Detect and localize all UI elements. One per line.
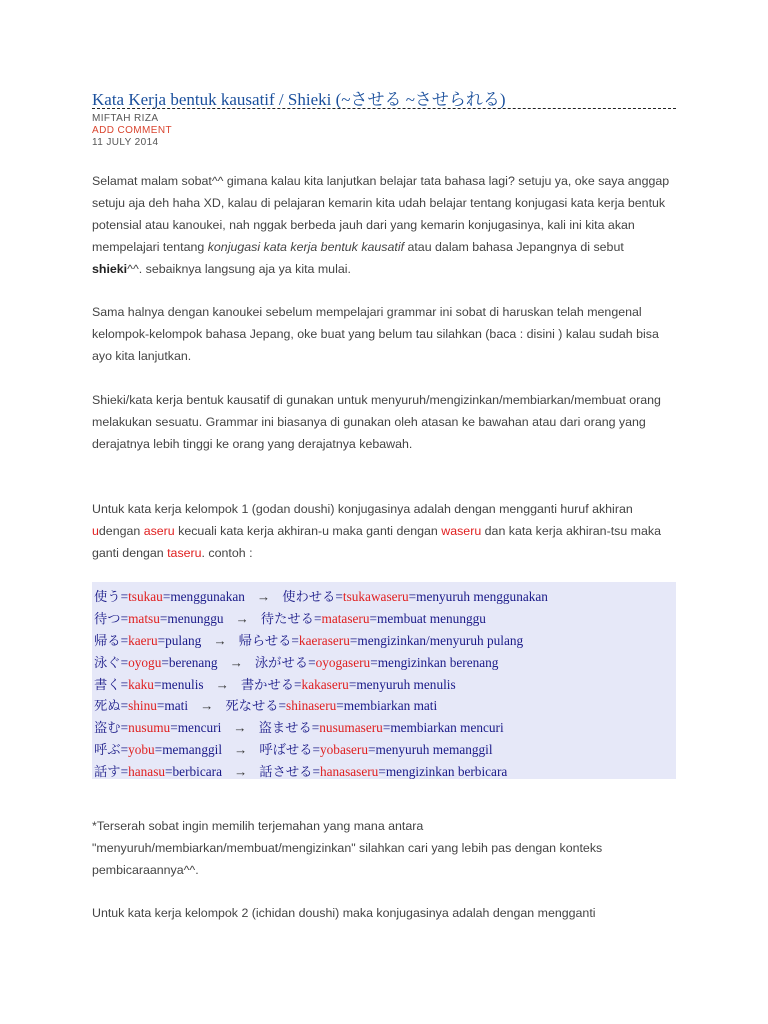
conjugation-meaning: pulang	[165, 632, 202, 648]
conjugation-meaning: menggunakan	[170, 589, 245, 604]
conjugation-kanji: 泳ぐ	[94, 654, 121, 670]
conjugation-row	[94, 717, 548, 739]
group1-paragraph	[92, 498, 676, 564]
conjugation-kanji: 帰る	[94, 632, 121, 648]
conjugation-romaji: kaku	[128, 676, 154, 692]
suffix-taseru: taseru	[167, 546, 202, 560]
conjugation-kanji2: 話させる	[259, 764, 313, 780]
conjugation-meaning2: membiarkan mati	[343, 698, 438, 714]
equals-symbol: =	[408, 589, 417, 604]
conjugation-kanji: 呼ぶ	[94, 742, 121, 758]
conjugation-romaji2: yobaseru	[320, 742, 368, 758]
conjugation-row	[94, 608, 548, 630]
conjugation-meaning: mencuri	[177, 720, 222, 736]
conjugation-row	[94, 630, 548, 652]
equals-symbol: =	[120, 632, 129, 648]
conjugation-meaning: memanggil	[162, 742, 223, 758]
equals-symbol: =	[312, 742, 320, 758]
equals-symbol: =	[159, 610, 168, 626]
equals-symbol: =	[170, 720, 178, 736]
conjugation-kanji2: 泳がせる	[254, 654, 309, 670]
equals-symbol: =	[370, 654, 378, 670]
equals-symbol: =	[278, 698, 287, 714]
equals-symbol: =	[369, 610, 377, 626]
conjugation-kanji: 待つ	[94, 610, 121, 626]
conjugation-row	[94, 586, 548, 608]
intro-bold-term: shieki	[92, 262, 128, 276]
intro-italic: konjugasi kata kerja bentuk kausatif	[207, 240, 405, 254]
equals-symbol: =	[120, 654, 129, 670]
equals-symbol: =	[120, 589, 129, 604]
article-title[interactable]: Kata Kerja bentuk kausatif / Shieki (~させる ~させられる)	[92, 90, 506, 109]
arrow-symbol: →	[233, 720, 247, 736]
equals-symbol: =	[165, 764, 173, 780]
definition-paragraph: Shieki/kata kerja bentuk kausatif di gunakan untuk menyuruh/mengizinkan/membiarkan/membuat orang melakukan sesuatu. Grammar ini biasanya di gunakan oleh atasan ke bawahan atau dari orang yang derajatnya lebih tinggi ke orang yang derajatnya kebawah.	[92, 393, 661, 451]
conjugation-romaji: oyogu	[128, 654, 162, 670]
title-divider	[92, 108, 676, 109]
equals-symbol: =	[161, 654, 169, 670]
intro-text-c: ^^. sebaiknya langsung aja ya kita mulai.	[127, 262, 351, 276]
arrow-symbol: →	[234, 764, 248, 780]
conjugation-kanji2: 待たせる	[260, 610, 314, 626]
conjugation-romaji2: hanasaseru	[319, 764, 379, 780]
equals-symbol: =	[154, 742, 163, 758]
conjugation-romaji: yobu	[128, 742, 155, 758]
conjugation-meaning2: mengizinkan/menyuruh pulang	[357, 632, 524, 648]
conjugation-romaji2: kaeraseru	[298, 632, 350, 648]
equals-symbol: =	[120, 698, 129, 714]
equals-symbol: =	[312, 764, 320, 780]
conjugation-romaji: kaeru	[128, 632, 158, 648]
group1-text-e: . contoh :	[201, 546, 253, 560]
conjugation-romaji2: shinaseru	[286, 698, 337, 714]
equals-symbol: =	[120, 764, 129, 780]
equals-symbol: =	[311, 720, 320, 736]
conjugation-kanji2: 死なせる	[225, 698, 279, 714]
equals-symbol: =	[313, 610, 322, 626]
conjugation-kanji2: 盗ませる	[258, 720, 312, 736]
equals-symbol: =	[382, 720, 391, 736]
arrow-symbol: →	[256, 589, 271, 604]
conjugation-meaning2: menyuruh menulis	[356, 676, 456, 692]
equals-symbol: =	[153, 676, 162, 692]
intro-paragraph	[92, 170, 676, 280]
conjugation-kanji2: 帰らせる	[238, 632, 292, 648]
conjugation-meaning: menulis	[161, 676, 204, 692]
equals-symbol: =	[162, 589, 171, 604]
conjugation-kanji: 使う	[94, 589, 121, 604]
conjugation-list	[94, 586, 548, 783]
article-author[interactable]: MIFTAH RIZA	[92, 113, 159, 124]
arrow-symbol: →	[235, 610, 249, 626]
equals-symbol: =	[308, 654, 316, 670]
equals-symbol: =	[120, 676, 129, 692]
group1-text-b: dengan	[98, 524, 144, 538]
conjugation-meaning2: menyuruh memanggil	[375, 742, 493, 758]
conjugation-romaji: tsukau	[128, 589, 163, 604]
suffix-waseru: waseru	[441, 524, 482, 538]
conjugation-romaji2: mataseru	[321, 610, 370, 626]
group1-text-a: Untuk kata kerja kelompok 1 (godan doushi) konjugasinya adalah dengan mengganti huruf akhiran	[92, 502, 633, 516]
equals-symbol: =	[348, 676, 357, 692]
conjugation-romaji: nusumu	[128, 720, 171, 736]
equals-symbol: =	[335, 589, 343, 604]
equals-symbol: =	[368, 742, 376, 758]
suffix-aseru: aseru	[143, 524, 175, 538]
arrow-symbol: →	[215, 676, 229, 692]
equals-symbol: =	[294, 676, 302, 692]
conjugation-romaji2: tsukawaseru	[342, 589, 409, 604]
prerequisite-paragraph: Sama halnya dengan kanoukei sebelum mempelajari grammar ini sobat di haruskan telah mengenal kelompok-kelompok bahasa Jepang, oke buat yang belum tau silahkan (baca : disini ) kalau sudah bisa ayo kita lanjutkan.	[92, 305, 659, 363]
conjugation-romaji2: kakaseru	[301, 676, 349, 692]
add-comment-link[interactable]: ADD COMMENT	[92, 125, 172, 136]
conjugation-kanji2: 使わせる	[282, 589, 336, 604]
conjugation-meaning2: membiarkan mencuri	[390, 720, 504, 736]
equals-symbol: =	[336, 698, 344, 714]
intro-text-b: atau dalam bahasa Jepangnya di sebut	[404, 240, 624, 254]
translation-note-paragraph: *Terserah sobat ingin memilih terjemahan yang mana antara "menyuruh/membiarkan/membuat/mengizinkan" silahkan cari yang lebih pas dengan konteks pembicaraannya^^.	[92, 819, 603, 877]
equals-symbol: =	[378, 764, 386, 780]
conjugation-romaji2: oyogaseru	[315, 654, 371, 670]
arrow-symbol: →	[229, 654, 243, 670]
conjugation-kanji2: 呼ばせる	[259, 742, 313, 758]
conjugation-kanji: 盗む	[94, 720, 121, 736]
equals-symbol: =	[156, 698, 165, 714]
intro-text-a: Selamat malam sobat^^ gimana kalau kita lanjutkan belajar tata bahasa lagi? setuju ya, oke saya anggap setuju aja deh haha XD, kalau di pelajaran kemarin kita udah belajar tentang konjugasi kata kerja bentuk potensial atau kanoukei, nah nggak berbeda jauh dari yang kemarin konjugasinya, kali ini kita akan mempelajari tentang	[92, 174, 670, 254]
conjugation-romaji: hanasu	[128, 764, 166, 780]
conjugation-meaning: berenang	[168, 654, 218, 670]
equals-symbol: =	[157, 632, 166, 648]
conjugation-kanji: 書く	[94, 676, 121, 692]
conjugation-meaning: berbicara	[172, 764, 222, 780]
conjugation-row	[94, 739, 548, 761]
arrow-symbol: →	[234, 742, 248, 758]
conjugation-romaji: matsu	[128, 610, 160, 626]
equals-symbol: =	[349, 632, 358, 648]
conjugation-meaning2: mengizinkan berbicara	[385, 764, 508, 780]
equals-symbol: =	[120, 720, 129, 736]
group1-text-c: kecuali kata kerja akhiran-u maka ganti dengan	[174, 524, 442, 538]
conjugation-row	[94, 674, 548, 696]
group1-text-d: dan kata kerja akhiran-tsu maka ganti dengan	[92, 524, 661, 560]
conjugation-romaji: shinu	[128, 698, 157, 714]
arrow-symbol: →	[200, 698, 214, 714]
conjugation-meaning: menunggu	[167, 610, 224, 626]
conjugation-kanji: 話す	[94, 764, 121, 780]
conjugation-meaning2: membuat menunggu	[376, 610, 486, 626]
article-date: 11 JULY 2014	[92, 137, 159, 148]
conjugation-meaning2: menyuruh menggunakan	[416, 589, 548, 604]
conjugation-romaji2: nusumaseru	[319, 720, 383, 736]
equals-symbol: =	[120, 610, 129, 626]
conjugation-kanji2: 書かせる	[240, 676, 295, 692]
conjugation-meaning2: mengizinkan berenang	[377, 654, 499, 670]
arrow-symbol: →	[213, 632, 227, 648]
conjugation-meaning: mati	[164, 698, 189, 714]
conjugation-row	[94, 761, 548, 783]
group2-paragraph: Untuk kata kerja kelompok 2 (ichidan doushi) maka konjugasinya adalah dengan mengganti	[92, 906, 596, 920]
equals-symbol: =	[120, 742, 129, 758]
conjugation-kanji: 死ぬ	[94, 698, 121, 714]
equals-symbol: =	[291, 632, 299, 648]
suffix-u: u	[92, 524, 99, 538]
conjugation-examples-box	[92, 582, 676, 779]
conjugation-row	[94, 652, 548, 674]
conjugation-row	[94, 695, 548, 717]
